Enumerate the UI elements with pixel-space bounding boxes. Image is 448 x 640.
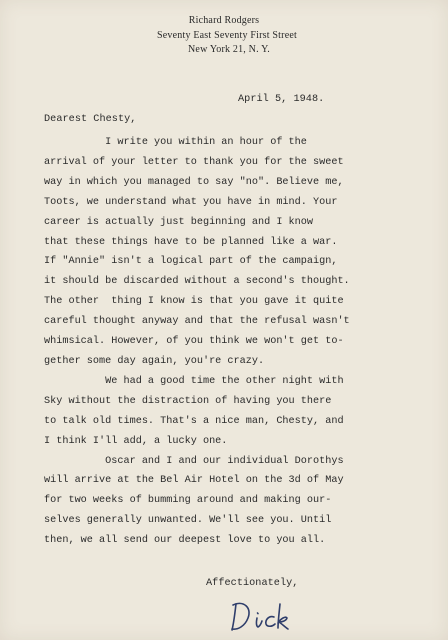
- body-line: arrival of your letter to thank you for the sweet: [44, 156, 344, 168]
- body-line: careful thought anyway and that the refusal wasn't: [44, 316, 350, 328]
- body-line: I think I'll add, a lucky one.: [44, 435, 228, 447]
- body-line: to talk old times. That's a nice man, Chesty, and: [44, 415, 344, 427]
- body-line: We had a good time the other night with: [44, 375, 344, 387]
- letter-closing: Affectionately,: [206, 578, 299, 589]
- body-line: will arrive at the Bel Air Hotel on the 3d of May: [44, 475, 344, 487]
- body-line: gether some day again, you're crazy.: [44, 355, 265, 367]
- letter-salutation: Dearest Chesty,: [44, 114, 137, 125]
- handwritten-signature: [224, 596, 294, 636]
- body-line: career is actually just beginning and I know: [44, 216, 313, 228]
- letterhead: [0, 14, 448, 58]
- body-line: If "Annie" isn't a logical part of the campaign,: [44, 256, 338, 268]
- body-line: Oscar and I and our individual Dorothys: [44, 455, 344, 467]
- body-line: selves generally unwanted. We'll see you. Until: [44, 515, 332, 527]
- body-line: whimsical. However, of you think we won't get to-: [44, 336, 344, 348]
- letterhead-name: Richard Rodgers: [188, 15, 260, 26]
- body-line: then, we all send our deepest love to you all.: [44, 535, 326, 547]
- letterhead-street: Seventy East Seventy First Street: [157, 29, 297, 41]
- letter-date: April 5, 1948.: [238, 94, 325, 105]
- body-line: that these things have to be planned like a war.: [44, 236, 338, 248]
- body-line: it should be discarded without a second's thought.: [44, 276, 350, 288]
- body-line: Sky without the distraction of having you there: [44, 395, 332, 407]
- body-line: I write you within an hour of the: [44, 137, 307, 148]
- body-line: way in which you managed to say "no". Believe me,: [44, 176, 344, 188]
- body-line: Toots, we understand what you have in mind. Your: [44, 196, 338, 208]
- body-line: The other thing I know is that you gave it quite: [44, 296, 344, 308]
- letterhead-city: New York 21, N. Y.: [188, 44, 270, 55]
- body-line: for two weeks of bumming around and making our-: [44, 495, 332, 507]
- letter-body: [44, 133, 350, 551]
